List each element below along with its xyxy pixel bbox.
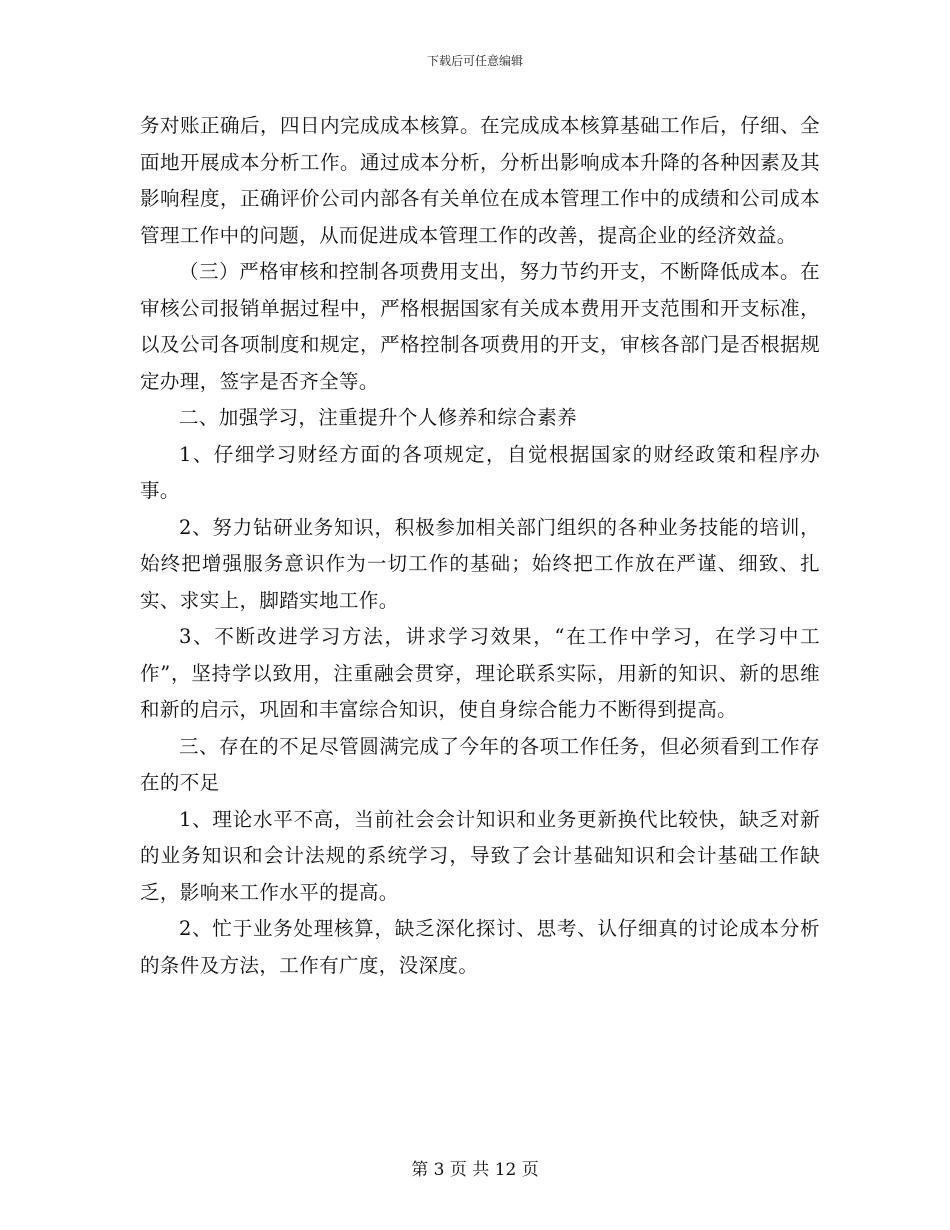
page-header: 下载后可任意编辑 [426,54,523,68]
page-number-footer: 第 3 页 共 12 页 [411,1160,539,1180]
paragraph-item-1: 1、仔细学习财经方面的各项规定，自觉根据国家的财经政策和程序办事。 [140,442,820,502]
paragraph-shortcoming-2: 2、忙于业务处理核算，缺乏深化探讨、思考、认仔细真的讨论成本分析的条件及方法，工作有广度，没深度。 [140,917,820,977]
section-heading-2: 二、加强学习，注重提升个人修养和综合素养 [179,406,578,429]
paragraph-continuation: 务对账正确后，四日内完成成本核算。在完成成本核算基础工作后，仔细、全面地开展成本分析工作。通过成本分析，分析出影响成本升降的各种因素及其影响程度，正确评价公司内部各有关单位在成本管理工作中的成绩和公司成本管理工作中的问题，从而促进成本管理工作的改善，提高企业的经济效益。 [140,114,820,247]
section-heading-3: 三、存在的不足尽管圆满完成了今年的各项工作任务，但必须看到工作存在的不足 [140,734,820,794]
document-body [140,108,820,984]
paragraph-shortcoming-1: 1、理论水平不高，当前社会会计知识和业务更新换代比较快，缺乏对新的业务知识和会计法规的系统学习，导致了会计基础知识和会计基础工作缺乏，影响来工作水平的提高。 [140,807,820,904]
paragraph-item-3: 3、不断改进学习方法，讲求学习效果，“在工作中学习，在学习中工作”，坚持学以致用，注重融会贯穿，理论联系实际，用新的知识、新的思维和新的启示，巩固和丰富综合知识，使自身综合能力不断得到提高。 [140,625,820,721]
paragraph-item-2: 2、努力钻研业务知识，积极参加相关部门组织的各种业务技能的培训，始终把增强服务意识作为一切工作的基础；始终把工作放在严谨、细致、扎实、求实上，脚踏实地工作。 [140,515,820,612]
paragraph-section-3: （三）严格审核和控制各项费用支出，努力节约开支，不断降低成本。在审核公司报销单据过程中，严格根据国家有关成本费用开支范围和开支标准，以及公司各项制度和规定，严格控制各项费用的开支，审核各部门是否根据规定办理，签字是否齐全等。 [140,260,820,393]
